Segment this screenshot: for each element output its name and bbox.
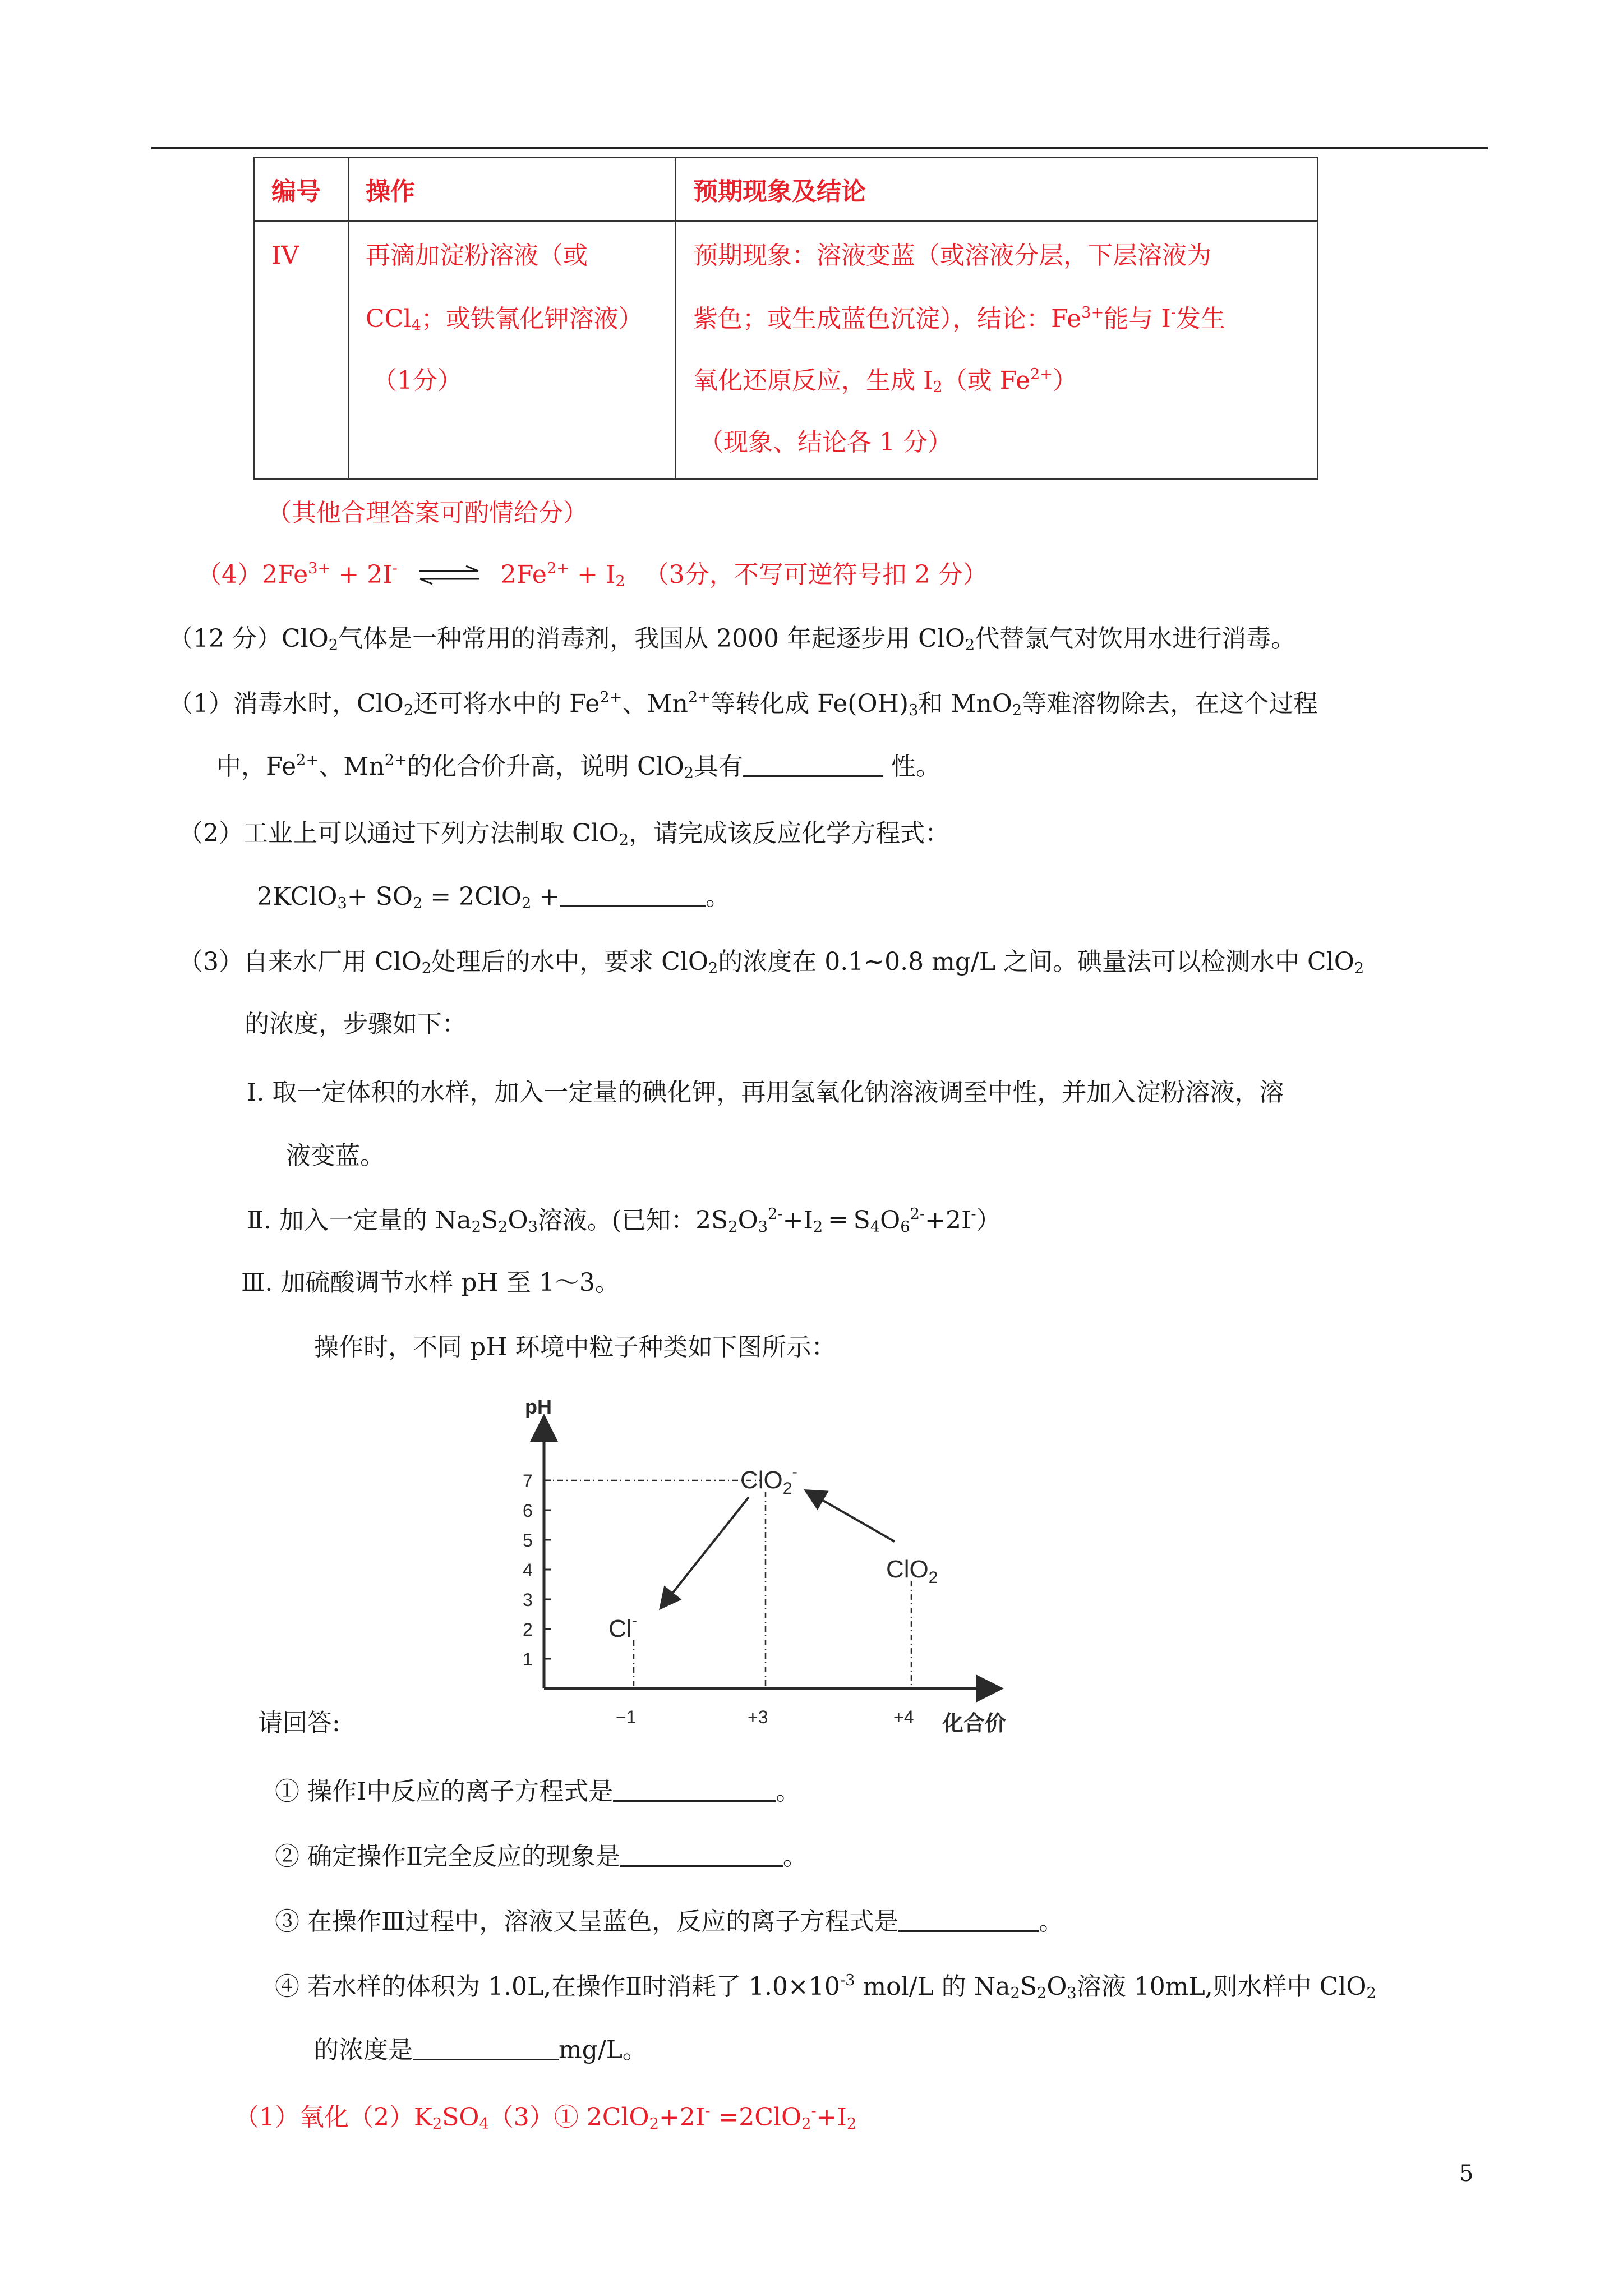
y-axis-label: pH [525,1395,552,1418]
question-1-line2: 中，$Fe^{2+}$、$Mn^{2+}$的化合价升高，说明 ClO$_2$具有 性。 [216,752,941,782]
sub-question-4-line2: 的浓度是 mg/L。 [314,2036,647,2064]
step-3: Ⅲ. 加硫酸调节水样 pH 至 1～3。 [241,1268,620,1297]
arrow-clo2-to-clo2minus [808,1492,895,1542]
sub-question-3: ③ 在操作Ⅲ过程中，溶液又呈蓝色，反应的离子方程式是 。 [275,1907,1064,1936]
y-tick-label-3: 3 [523,1590,533,1610]
y-tick-label-7: 7 [523,1471,533,1491]
final-answer: （1）氧化$(2)K_2SO_4(3)①$ $2ClO_2+2I^- =2ClO_2^-+I_2$ [234,2102,857,2133]
table-cell-operation-line1: 再滴加淀粉溶液（或 [366,241,588,270]
point-label-1: ClO$_2$- [740,1463,797,1498]
point-label-0: Cl- [608,1612,637,1642]
answers-prompt: 请回答: [258,1709,340,1737]
step-1-line1: Ⅰ. 取一定体积的水样，加入一定量的碘化钾，再用氢氧化钠溶液调至中性，并加入淀粉溶液，溶 [247,1078,1284,1107]
table-cell-result-line1: 预期现象：溶液变蓝（或溶液分层，下层溶液为 [693,241,1211,270]
table-header-number: 编号 [271,177,321,206]
arrow-clo2minus-to-cl [662,1497,749,1607]
point-label-2: ClO$_2$ [886,1556,938,1587]
y-tick-label-1: 1 [523,1649,533,1669]
answer-blank-2[interactable] [560,905,706,907]
y-tick-label-6: 6 [523,1501,533,1521]
page-number: 5 [1459,2161,1474,2187]
question-intro: （12 分）ClO$_2$气体是一种常用的消毒剂，我国从 2000 年起逐步用 ClO$_2$代替氯气对饮用水进行消毒。 [168,624,1296,654]
step-1-line2: 液变蓝。 [286,1142,385,1170]
chart-marks [608,1463,938,1642]
header-rule [151,147,1488,149]
question-2: （2）工业上可以通过下列方法制取 ClO$_2$，请完成该反应化学方程式： [178,819,950,849]
table-header-result: 预期现象及结论 [693,177,866,206]
chart-guides [544,1480,911,1688]
table-cell-result-line3: 氧化还原反应，生成 $I_2$（或 $Fe^{2+}$） [693,366,1078,396]
step-2: Ⅱ. 加入一定量的 $Na_2S_2O_3$溶液。(已知：$2S_2O_3^{2-}+I_2$ ═ $S_4O_6^{2-}+2I^-$） [247,1205,1001,1236]
note-other-answers: （其他合理答案可酌情给分） [267,499,588,527]
question-1-line1: （1）消毒水时，ClO$_2$还可将水中的 $Fe^{2+}$、$Mn^{2+}$等转化成 $Fe(OH)_3$和 MnO$_2$等难溶物除去，在这个过程 [168,689,1318,719]
answer-blank-5[interactable] [898,1930,1039,1932]
table-cell-number: IV [271,241,299,270]
x-axis-label: 化合价 [942,1711,1007,1736]
table-header-operation: 操作 [366,177,415,206]
y-tick-label-2: 2 [523,1619,533,1640]
y-tick-label-4: 4 [523,1560,533,1580]
x-tick-label-1: +3 [748,1707,768,1727]
equation-4: $(4)2Fe^{3+} + 2I^-$ $2Fe^{2+} + I_2$ （3分，不写可逆符号扣 2 分） [197,560,988,590]
answer-blank-3[interactable] [613,1800,776,1802]
table-cell-operation-line2: CCl$_4$；或铁氰化钾溶液） [366,305,643,334]
table-cell-result-line2: 紫色；或生成蓝色沉淀），结论：$Fe^{3+}$能与 I-发生 [693,304,1225,333]
x-tick-label-2: +4 [893,1707,914,1727]
answer-blank-4[interactable] [620,1865,783,1867]
answer-table [253,157,1318,480]
ph-valence-chart [494,1391,1026,1750]
table-cell-operation-line3: （1分） [372,366,462,395]
table-cell-result-line4: （现象、结论各 1 分） [699,428,952,457]
answer-blank-6[interactable] [413,2059,559,2060]
reversible-arrow-icon [416,564,483,586]
y-tick-label-5: 5 [523,1530,533,1550]
question-3-line1: （3）自来水厂用 ClO$_2$处理后的水中，要求 ClO$_2$的浓度在 0.1~0.8 mg/L 之间。碘量法可以检测水中 ClO$_2$ [178,947,1364,977]
question-3-line2: 的浓度，步骤如下： [245,1010,467,1038]
sub-question-4-line1: ④ 若水样的体积为 1.0L,在操作Ⅱ时消耗了 $1.0\times 10^{-3}$ mol/L 的 $Na_2S_2O_3$溶液 10mL,则水样中 ClO$_2$ [275,1972,1376,2002]
sub-question-2: ② 确定操作Ⅱ完全反应的现象是 。 [275,1842,808,1871]
answer-blank-1[interactable] [743,775,883,777]
sub-question-1: ① 操作Ⅰ中反应的离子方程式是 。 [275,1777,801,1806]
x-tick-label-0: −1 [616,1707,637,1727]
step-3-note: 操作时，不同 pH 环境中粒子种类如下图所示： [314,1333,836,1361]
question-2-equation: 2KClO$_3$+ $SO_2 = 2ClO_2$ + 。 [257,882,731,912]
